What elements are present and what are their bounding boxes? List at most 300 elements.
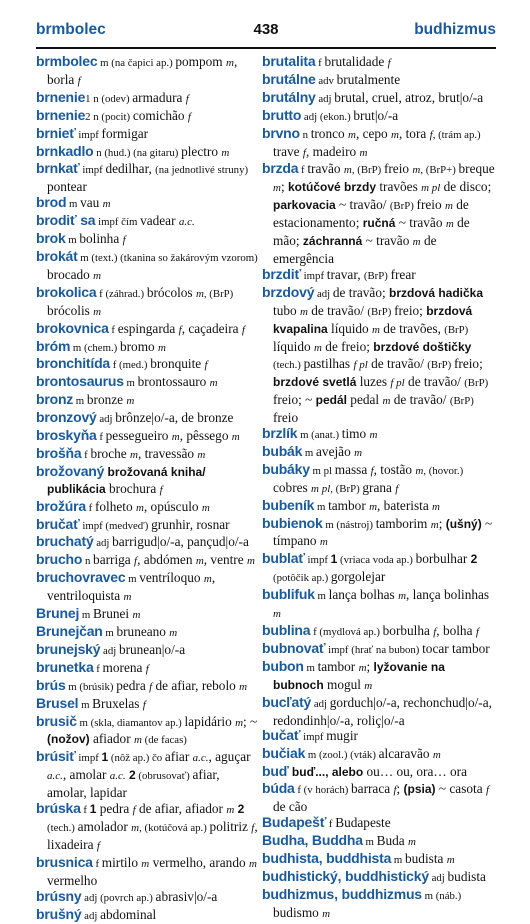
dictionary-entry (262, 161, 496, 266)
label: f (93, 858, 102, 870)
grammar-tag: f (476, 626, 479, 638)
dictionary-entry (262, 72, 496, 90)
phrase: ručná (363, 216, 396, 230)
headword: bublifuk (262, 586, 315, 602)
headword: bronzový (36, 409, 97, 425)
grammar-tag: m (382, 395, 390, 407)
translation: , tostão (374, 462, 416, 477)
dictionary-entry (262, 54, 496, 72)
grammar-tag: f (78, 75, 81, 87)
dictionary-entry (36, 195, 262, 213)
dictionary-entry (262, 444, 496, 462)
dictionary-entry (262, 851, 496, 869)
label: impf (76, 752, 102, 764)
dictionary-entry (262, 641, 496, 659)
headword: brušný (36, 906, 81, 922)
translation: travões (376, 179, 421, 194)
translation: ; (281, 179, 288, 194)
dictionary-entry (36, 499, 262, 517)
translation: , bolha (436, 623, 476, 638)
translation: pompom (175, 54, 226, 69)
grammar-tag: m (300, 306, 308, 318)
label: m (nástroj) (323, 519, 376, 531)
grammar-tag: m (432, 501, 440, 513)
grammar-tag: f (205, 359, 208, 371)
headword: brzdový (262, 284, 314, 300)
grammar-tag: m (226, 804, 234, 816)
label: m (79, 609, 93, 621)
translation: travar, (327, 267, 364, 282)
translation: de travão; (333, 285, 389, 300)
translation: brut|o/-a (353, 108, 398, 123)
grammar-tag: m (141, 858, 149, 870)
grammar-tag: m (445, 200, 453, 212)
dictionary-entry (262, 462, 496, 498)
dictionary-entry (36, 161, 262, 195)
phrase: záchranná (303, 234, 362, 248)
headword: brús (36, 677, 66, 693)
grammar-tag: m (415, 465, 423, 477)
dictionary-entry (36, 285, 262, 321)
grammar-tag: m (446, 218, 454, 230)
grammar-tag: f pl (353, 359, 367, 371)
grammar-tag: f (430, 129, 433, 141)
translation: , tora (399, 126, 430, 141)
translation: ~ casota (436, 781, 486, 796)
translation: budista (405, 851, 447, 866)
headword: bublať (262, 550, 305, 566)
label: impf (300, 731, 326, 743)
translation: Bruxelas (92, 696, 143, 711)
grammar-tag: f (149, 681, 152, 693)
translation: pedra (116, 678, 149, 693)
page-number: 438 (36, 21, 496, 38)
dictionary-entry (36, 570, 262, 606)
translation: , caçadeira (182, 321, 242, 336)
dictionary-entry (36, 534, 262, 552)
headword: bučiak (262, 745, 305, 761)
grammar-tag: f (179, 324, 182, 336)
translation: freio; ~ (273, 392, 316, 407)
translation: de freio; (322, 339, 373, 354)
grammar-tag: m (197, 449, 205, 461)
label: impf (medveď) (80, 520, 151, 532)
translation: líquido (328, 321, 372, 336)
translation: luzes (356, 374, 390, 389)
headword: brodiť sa (36, 212, 95, 228)
headword: broskyňa (36, 427, 97, 443)
dictionary-entry (36, 428, 262, 446)
dictionary-entry (36, 446, 262, 464)
grammar-tag: f (393, 784, 396, 796)
translation: , amolar (63, 767, 110, 782)
headword: brzdiť (262, 266, 301, 282)
label: m (124, 377, 138, 389)
label: adj (316, 93, 335, 105)
grammar-tag: a.c. (179, 216, 195, 228)
translation: vau (80, 195, 103, 210)
label: , (kotúčová ap.) (139, 822, 209, 834)
translation: amolador (78, 819, 132, 834)
label: f (záhrad.) (96, 288, 146, 300)
translation: ~ travão (362, 233, 412, 248)
translation: freio (384, 161, 412, 176)
headword: brúsiť (36, 748, 76, 764)
label: m (73, 395, 87, 407)
headword: brunejský (36, 641, 100, 657)
translation: vadear (140, 213, 179, 228)
label: adj (429, 872, 448, 884)
translation: Budapeste (335, 815, 390, 830)
translation: afiar (165, 749, 193, 764)
label: (nôž ap.) čo (108, 752, 165, 764)
grammar-tag: m (372, 324, 380, 336)
translation: tambor (318, 659, 359, 674)
translation: , baterista (377, 498, 432, 513)
headword: bručať (36, 516, 80, 532)
label: m (skla, diamantov ap.) (77, 717, 185, 729)
dictionary-entry (262, 728, 496, 746)
label: m (náb.) (422, 890, 461, 902)
header-divider (36, 47, 496, 49)
dictionary-entry (36, 889, 262, 907)
dictionary-entry (262, 746, 496, 764)
label: (BrP) (450, 395, 474, 407)
label: , (BrP) (352, 164, 384, 176)
translation: brocado (47, 267, 93, 282)
label: 2 n (pocit) (85, 111, 133, 123)
dictionary-entry (36, 231, 262, 249)
translation: , opúsculo (144, 499, 202, 514)
dictionary-entry (262, 587, 496, 623)
label: m (302, 447, 316, 459)
grammar-tag: m (169, 627, 177, 639)
label: m (391, 854, 405, 866)
dictionary-entry (36, 678, 262, 696)
dictionary-entry (262, 551, 496, 587)
label: (obrusovať) (136, 770, 193, 782)
label: adj (100, 645, 119, 657)
dictionary-entry (262, 498, 496, 516)
translation: barrigud|o/-a, pançud|o/-a (112, 534, 249, 549)
grammar-tag: m (172, 431, 180, 443)
headword: brok (36, 230, 66, 246)
grammar-tag: m (210, 377, 218, 389)
translation: , abdómen (137, 552, 196, 567)
translation: brutalidade (324, 54, 387, 69)
dictionary-entry (36, 374, 262, 392)
phrase: lyžovanie na bubnoch (273, 660, 445, 692)
translation: pastilhas (304, 356, 354, 371)
grammar-tag: f (188, 111, 191, 123)
headword: brzda (262, 160, 298, 176)
grammar-tag: f (123, 234, 126, 246)
translation: ; (367, 659, 374, 674)
phrase: brzdové svetlá (273, 375, 356, 389)
grammar-tag: m (235, 717, 243, 729)
grammar-tag: m (320, 536, 328, 548)
headword: brožovaný (36, 463, 104, 479)
label: m (78, 699, 92, 711)
label: m (314, 501, 328, 513)
label: impf (305, 554, 331, 566)
grammar-tag: f (134, 555, 137, 567)
dictionary-entry (36, 749, 262, 801)
translation: armadura (132, 90, 186, 105)
translation: budista (448, 869, 486, 884)
label: f (mydlová ap.) (310, 626, 382, 638)
translation: breque (459, 161, 495, 176)
dictionary-entry (262, 833, 496, 851)
headword: budhista, buddhista (262, 850, 391, 866)
label: , (BrP) (204, 288, 233, 300)
phrase: 2 (471, 552, 478, 566)
dictionary-entry (36, 517, 262, 535)
dictionary-entry (36, 410, 262, 428)
translation: lapidário (184, 714, 235, 729)
grammar-tag: f (97, 840, 100, 852)
grammar-tag: m (314, 342, 322, 354)
grammar-tag: f (486, 784, 489, 796)
headword: Brunejčan (36, 623, 103, 639)
translation: formigar (102, 126, 149, 141)
label: m pl (310, 465, 335, 477)
label: (BrP) (364, 270, 391, 282)
phrase: brzdová hadička (389, 286, 483, 300)
label: impf (80, 164, 106, 176)
headword: brutalita (262, 53, 315, 69)
grammar-tag: f (143, 699, 146, 711)
translation: ; ~ (243, 714, 257, 729)
phrase: 1 (102, 750, 109, 764)
grammar-tag: m pl (421, 182, 440, 194)
translation: líquido (273, 339, 314, 354)
grammar-tag: m (398, 590, 406, 602)
dictionary-entry (262, 267, 496, 285)
label: impf (hrať na bubon) (325, 644, 422, 656)
headword: bruchovravec (36, 569, 125, 585)
right-column (262, 54, 496, 922)
translation: pedal (347, 392, 382, 407)
label: m (125, 573, 139, 585)
label: (tech.) (47, 822, 78, 834)
headword: bucľatý (262, 694, 311, 710)
label: (na jednotlivé struny) (155, 164, 248, 176)
label: , (BrP+) (420, 164, 458, 176)
dictionary-entry (36, 606, 262, 624)
translation: brônze|o/-a, de bronze (115, 410, 233, 425)
grammar-tag: f (251, 822, 254, 834)
headword: brusnica (36, 854, 93, 870)
translation: de travão/ (405, 374, 464, 389)
translation: tocar tambor (422, 641, 490, 656)
translation: Buda (377, 833, 408, 848)
translation: brócolos (147, 285, 196, 300)
label: (BrP) (367, 306, 394, 318)
dictionary-entry (36, 642, 262, 660)
dictionary-entry (36, 801, 262, 855)
headword: brnieť (36, 125, 76, 141)
translation: borbulha (383, 623, 434, 638)
grammar-tag: m (369, 501, 377, 513)
label: f (81, 804, 90, 816)
grammar-tag: a.c. (193, 752, 209, 764)
translation: de travão/ (368, 356, 427, 371)
translation: brócolis (47, 303, 93, 318)
translation: brutal, cruel, atroz, brut|o/-a (334, 90, 483, 105)
label: m (363, 836, 377, 848)
page-header (36, 18, 496, 44)
grammar-tag: m (431, 519, 439, 531)
dictionary-entry (36, 696, 262, 714)
translation: tubo (273, 303, 300, 318)
dictionary-entry (36, 249, 262, 285)
header-last-word: budhizmus (414, 21, 496, 39)
headword: budhistický, buddhistický (262, 868, 429, 884)
translation: ; (397, 781, 404, 796)
phrase: pedál (316, 393, 347, 407)
grammar-tag: f pl (390, 377, 404, 389)
dictionary-entry (36, 855, 262, 889)
label: impf (301, 270, 327, 282)
translation: brochura (106, 481, 160, 496)
headword: bubnovať (262, 640, 325, 656)
label: adj (314, 288, 333, 300)
translation: afiar, amolar, lapidar (47, 767, 220, 800)
label: (tech.) (273, 359, 304, 371)
phrase: kotúčové brzdy (288, 180, 376, 194)
grammar-tag: m (136, 502, 144, 514)
label: adv (316, 75, 337, 87)
translation: vermelho, arando (149, 855, 249, 870)
translation: , pêssego (180, 428, 232, 443)
translation: comichão (133, 108, 188, 123)
translation: de afiar, rebolo (152, 678, 239, 693)
headword: brod (36, 194, 66, 210)
dictionary-entry (36, 464, 262, 499)
translation: freio; (394, 303, 426, 318)
dictionary-entry (36, 90, 262, 108)
phrase: parkovacia (273, 198, 336, 212)
label: m (brúsik) (66, 681, 117, 693)
phrase: 1 (331, 552, 338, 566)
phrase: (psia) (404, 782, 436, 796)
grammar-tag: m (273, 608, 281, 620)
translation: tambor (328, 498, 369, 513)
dictionary-entry (36, 552, 262, 570)
translation: pessegueiro (106, 428, 172, 443)
headword: Budha, Buddha (262, 832, 363, 848)
label: m (315, 590, 329, 602)
grammar-tag: m (413, 236, 421, 248)
grammar-tag: m (196, 555, 204, 567)
label: m (103, 627, 117, 639)
dictionary-entry (262, 516, 496, 552)
dictionary-entry (36, 126, 262, 144)
label: m (66, 234, 80, 246)
grammar-tag: f (371, 465, 374, 477)
dictionary-entry (262, 815, 496, 833)
translation: de afiar, afiador (136, 801, 227, 816)
translation: brontossauro (138, 374, 210, 389)
label: impf čím (95, 216, 140, 228)
label: (de facas) (142, 734, 187, 746)
translation: ou… ou, ora… ora (363, 764, 467, 779)
translation: de estacionamento; (273, 197, 469, 230)
translation: de disco; (440, 179, 491, 194)
translation: barriga (93, 552, 134, 567)
headword: brnenie (36, 89, 85, 105)
headword: brutálne (262, 71, 316, 87)
translation: plectro (181, 144, 221, 159)
headword: brzlík (262, 425, 297, 441)
label: m (304, 662, 318, 674)
translation: vermelho (47, 873, 97, 888)
headword: brucho (36, 551, 82, 567)
translation: mugir (326, 728, 358, 743)
translation: ~ tímpano (273, 516, 492, 549)
label: f (326, 818, 335, 830)
translation: , ventriloquista (47, 570, 215, 603)
translation: travão (307, 161, 344, 176)
grammar-tag: m (348, 129, 356, 141)
translation: ; (439, 516, 446, 531)
translation: afiador (90, 731, 134, 746)
dictionary-entry (36, 108, 262, 126)
translation: grunhir, rosnar (151, 517, 230, 532)
label: m (anat.) (297, 429, 341, 441)
label: , (trám ap.) (433, 129, 481, 141)
header-first-word: brmbolec (36, 21, 106, 39)
grammar-tag: m (447, 854, 455, 866)
grammar-tag: m (103, 198, 111, 210)
label: f (298, 164, 307, 176)
phrase: brzdová kvapalina (273, 304, 472, 336)
grammar-tag: m pl (311, 483, 330, 495)
translation: de travão/ (390, 392, 449, 407)
grammar-tag: a.c. (110, 770, 126, 782)
translation: ~ travão (395, 215, 445, 230)
translation: massa (335, 462, 371, 477)
translation: borbulhar (416, 551, 471, 566)
dictionary-entry (262, 695, 496, 729)
translation: mirtilo (102, 855, 142, 870)
grammar-tag: m (123, 591, 131, 603)
grammar-tag: m (359, 662, 367, 674)
translation: de travão/ (308, 303, 367, 318)
translation: espingarda (118, 321, 179, 336)
phrase: brzdové doštičky (373, 340, 471, 354)
grammar-tag: m (132, 609, 140, 621)
headword: bublina (262, 622, 310, 638)
translation: bolinha (79, 231, 122, 246)
grammar-tag: m (433, 749, 441, 761)
label: adj (311, 698, 330, 710)
label: m (66, 198, 80, 210)
dictionary-entry (262, 869, 496, 887)
translation: , travessão (138, 446, 197, 461)
translation: freio (273, 410, 298, 425)
translation: dedilhar, (105, 161, 155, 176)
grammar-tag: m (249, 858, 257, 870)
dictionary-entry (262, 90, 496, 108)
translation: grana (362, 480, 395, 495)
headword: brokovnica (36, 320, 109, 336)
headword: búda (262, 780, 295, 796)
grammar-tag: m (131, 822, 139, 834)
grammar-tag: a.c. (47, 770, 63, 782)
headword: brvno (262, 125, 300, 141)
